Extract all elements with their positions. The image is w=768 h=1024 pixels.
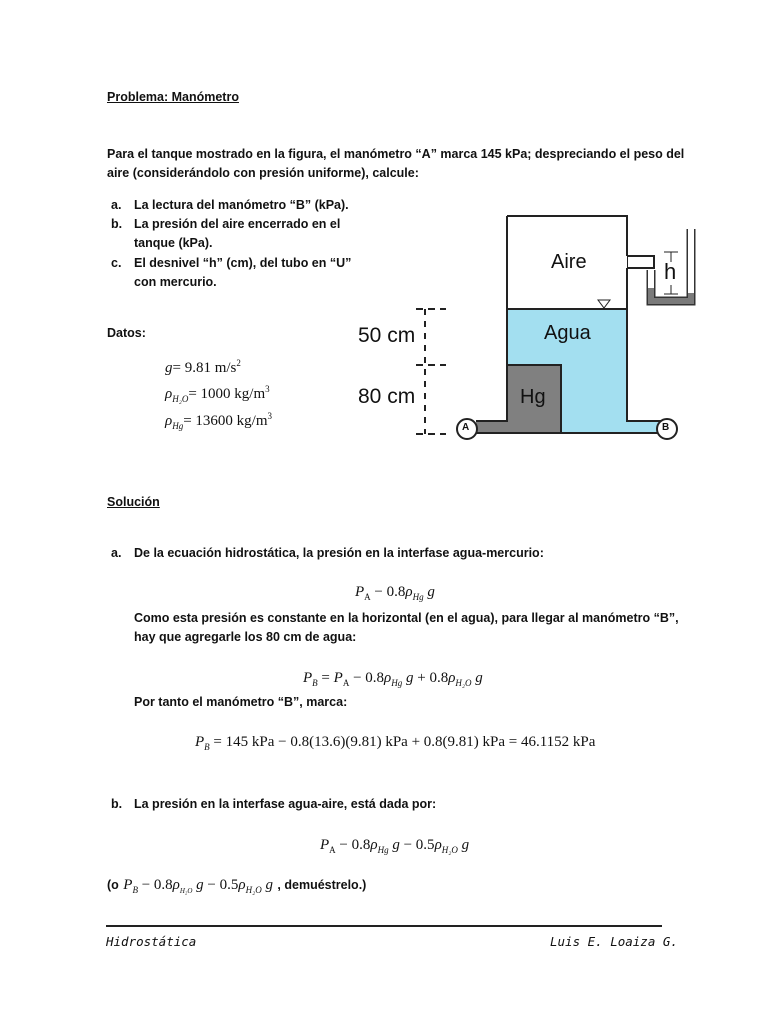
gauge-a-label: A bbox=[462, 422, 470, 433]
mercury-label: Hg bbox=[520, 386, 546, 408]
solution-a-marker: a. bbox=[111, 546, 122, 560]
equation-interface-pressure: $P_A - 0.8\rho_{Hg}$ g bbox=[355, 584, 435, 602]
page-title: Problema: Manómetro bbox=[107, 90, 239, 104]
intro-line-1: Para el tanque mostrado en la figura, el manómetro “A” marca 145 kPa; despreciando el peso del bbox=[107, 147, 685, 161]
data-rho-water: $\rho_{H_2O}= 1000$ $kg/m^3$ bbox=[165, 384, 270, 404]
rho-hg-exponent: 3 bbox=[267, 411, 272, 421]
g-value: = 9.81 m/s bbox=[172, 360, 237, 376]
solution-heading: Solución bbox=[107, 495, 160, 509]
datos-label: Datos: bbox=[107, 326, 146, 340]
dimension-80cm: 80 cm bbox=[358, 385, 416, 408]
question-c-marker: c. bbox=[111, 256, 122, 270]
intro-line-2: aire (considerándolo con presión uniforme), calcule: bbox=[107, 166, 419, 180]
solution-a-text-2: Como esta presión es constante en la horizontal (en el agua), para llegar al manómetro “B”, bbox=[134, 611, 679, 625]
rho-water-sub: H₂O bbox=[172, 394, 189, 404]
air-connector-pipe bbox=[627, 256, 654, 268]
question-a-text: La lectura del manómetro “B” (kPa). bbox=[134, 198, 349, 212]
gauge-b-label: B bbox=[662, 422, 670, 433]
data-rho-mercury: $\rho_{Hg}= 13600$ $kg/m^3$ bbox=[165, 411, 272, 431]
solution-a-text-3: hay que agregarle los 80 cm de agua: bbox=[134, 630, 357, 644]
solution-a-text-1: De la ecuación hidrostática, la presión en la interfase agua-mercurio: bbox=[134, 546, 544, 560]
note-open: (o bbox=[107, 878, 119, 892]
equation-pb-result: $P_B = 145$ kPa − 0.8(13.6)(9.81) kPa + 0.8(9.81) kPa = 46.1152 kPa bbox=[195, 734, 596, 752]
air-label: Aire bbox=[551, 251, 587, 273]
water-label: Agua bbox=[544, 322, 591, 344]
question-b-text-2: tanque (kPa). bbox=[134, 236, 213, 250]
equation-air-pressure: $P_A - 0.8\rho_{Hg}$ $g - 0.5\rho_{H_2O}$ g bbox=[320, 837, 470, 855]
question-c-text-2: con mercurio. bbox=[134, 275, 217, 289]
solution-a-text-4: Por tanto el manómetro “B”, marca: bbox=[134, 695, 348, 709]
note-close: , demuéstrelo.) bbox=[277, 878, 367, 892]
question-c-text-1: El desnivel “h” (cm), del tubo en “U” bbox=[134, 256, 352, 270]
h-label: h bbox=[664, 259, 677, 284]
rho-hg-value: = 13600 kg/m bbox=[183, 413, 268, 429]
rho-hg-sub: Hg bbox=[172, 421, 184, 431]
solution-b-note: (o $P_B - 0.8\rho_{H_2O}$ $g - 0.5\rho_{H_2O}$ g , demuéstrelo.) bbox=[107, 877, 367, 895]
dimension-50cm: 50 cm bbox=[358, 324, 416, 347]
footer-right: Luis E. Loaiza G. bbox=[550, 934, 678, 949]
pb-result-text: = 145 kPa − 0.8(13.6)(9.81) kPa + 0.8(9.81) kPa = 46.1152 kPa bbox=[213, 734, 596, 750]
question-b-marker: b. bbox=[111, 217, 123, 231]
rho-water-exponent: 3 bbox=[265, 384, 270, 394]
g-variable: g bbox=[165, 360, 173, 376]
question-a-marker: a. bbox=[111, 198, 122, 212]
solution-b-text-1: La presión en la interfase agua-aire, está dada por: bbox=[134, 797, 437, 811]
g-exponent: 2 bbox=[236, 358, 241, 368]
solution-b-marker: b. bbox=[111, 797, 123, 811]
question-b-text-1: La presión del aire encerrado en el bbox=[134, 217, 341, 231]
footer-left: Hidrostática bbox=[106, 934, 197, 949]
rho-water-value: = 1000 kg/m bbox=[188, 386, 266, 402]
footer-divider bbox=[106, 925, 662, 927]
equation-pb-formula: $P_B = P_A - 0.8\rho_{Hg}$ $g + 0.8\rho_{H_2O}$ g bbox=[303, 670, 483, 688]
